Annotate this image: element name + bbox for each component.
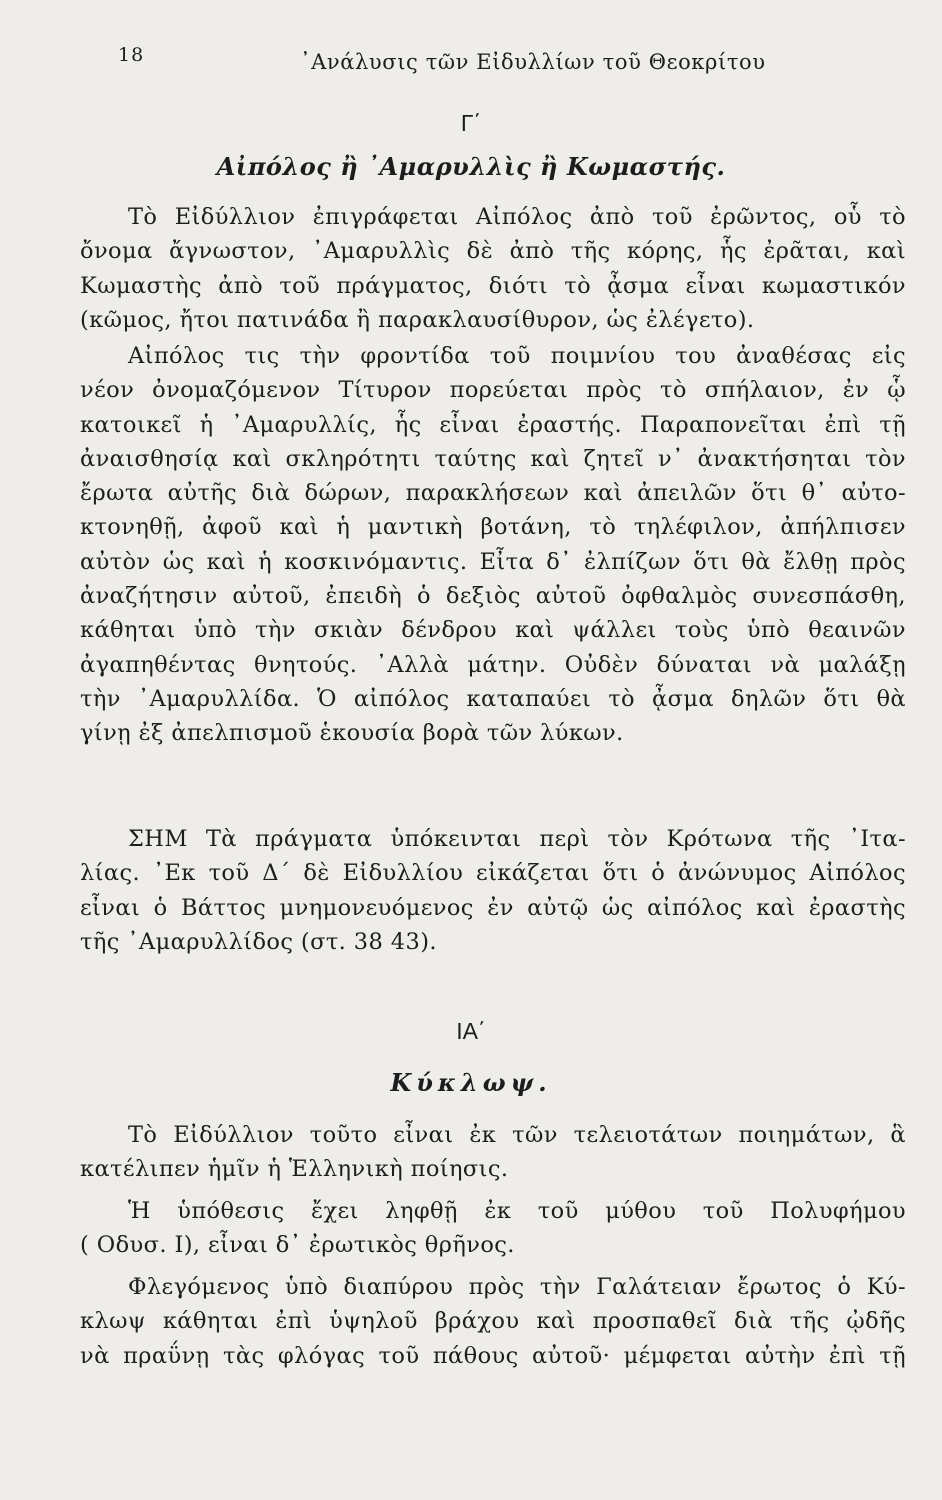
paragraph — [80, 200, 906, 337]
text-line: τὴν ᾽Αμαρυλλίδα. Ὁ αἰπόλος καταπαύει τὸ ᾆσμα δηλῶν ὅτι θὰ — [80, 685, 906, 712]
text-line: ΣΗΜ Τὰ πράγματα ὑπόκεινται περὶ τὸν Κρότωνα τῆς ᾽Ιτα- — [128, 826, 906, 852]
text-line: αὐτὸν ὡς καὶ ἡ κοσκινόμαντις. Εἶτα δ᾽ ἐλπίζων ὅτι θὰ ἔλθῃ πρὸς — [80, 548, 906, 575]
text-line: κατοικεῖ ἡ ᾽Αμαρυλλίς, ἧς εἶναι ἐραστής. Παραπονεῖται ἐπὶ τῇ — [80, 411, 906, 438]
text-line: Τὸ Εἰδύλλιον τοῦτο εἶναι ἐκ τῶν τελειοτάτων ποιημάτων, ἃ — [128, 1122, 906, 1148]
paragraph-note — [80, 822, 906, 959]
text-line: Κωμαστὴς ἀπὸ τοῦ πράγματος, διότι τὸ ᾆσμα εἶναι κωμαστικόν — [80, 272, 906, 299]
paragraph — [80, 1194, 906, 1263]
text-line: (κῶμος, ἤτοι πατινάδα ἢ παρακλαυσίθυρον, ὡς ἐλέγετο). — [80, 306, 755, 333]
text-line: ἀγαπηθέντας θνητούς. ᾽Αλλὰ μάτην. Οὐδὲν δύναται νὰ μαλάξῃ — [80, 651, 906, 678]
text-line: ( Οδυσ. Ι), εἶναι δ᾽ ἐρωτικὸς θρῆνος. — [80, 1232, 515, 1259]
text-line: εἶναι ὁ Βάττος μνημονευόμενος ἐν αὐτῷ ὡς αἰπόλος καὶ ἐραστὴς — [80, 894, 906, 921]
paragraph — [80, 339, 906, 751]
section-number: Γ΄ — [460, 110, 482, 136]
running-title: ᾽Ανάλυσις τῶν Εἰδυλλίων τοῦ Θεοκρίτου — [300, 50, 766, 74]
page-number: 18 — [118, 44, 145, 66]
text-line: κάθηται ὑπὸ τὴν σκιὰν δένδρου καὶ ψάλλει τοὺς ὑπὸ θεαινῶν — [80, 617, 906, 644]
text-line: Τὸ Εἰδύλλιον ἐπιγράφεται Αἰπόλος ἀπὸ τοῦ ἐρῶντος, οὗ τὸ — [128, 204, 906, 230]
text-line: λίας. ᾽Εκ τοῦ Δ΄ δὲ Εἰδυλλίου εἰκάζεται ὅτι ὁ ἀνώνυμος Αἰπόλος — [80, 860, 906, 887]
section-number: ΙΑ΄ — [456, 1018, 486, 1044]
text-line: κλωψ κάθηται ἐπὶ ὑψηλοῦ βράχου καὶ προσπαθεῖ διὰ τῆς ᾠδῆς — [80, 1308, 906, 1335]
text-line: Ἡ ὑπόθεσις ἔχει ληφθῇ ἐκ τοῦ μύθου τοῦ Πολυφήμου — [128, 1198, 906, 1224]
text-line: Αἰπόλος τις τὴν φροντίδα τοῦ ποιμνίου του ἀναθέσας εἰς — [128, 343, 906, 369]
text-line: κτονηθῇ, ἀφοῦ καὶ ἡ μαντικὴ βοτάνη, τὸ τηλέφιλον, ἀπήλπισεν — [80, 514, 906, 541]
text-line: νὰ πραΰνῃ τὰς φλόγας τοῦ πάθους αὐτοῦ· μέμφεται αὐτὴν ἐπὶ τῇ — [80, 1342, 906, 1369]
section-heading: Αἰπόλος ἢ ᾽Αμαρυλλὶς ἢ Κωμαστής. — [216, 152, 726, 181]
text-line: γίνῃ ἐξ ἀπελπισμοῦ ἑκουσία βορὰ τῶν λύκων. — [80, 720, 624, 747]
section-heading: Κύκλωψ. — [390, 1068, 552, 1097]
text-line: ἔρωτα αὐτῆς διὰ δώρων, παρακλήσεων καὶ ἀπειλῶν ὅτι θ᾽ αὐτο- — [80, 480, 906, 507]
text-line: νέον ὀνομαζόμενον Τίτυρον πορεύεται πρὸς τὸ σπήλαιον, ἐν ᾧ — [80, 377, 906, 404]
text-line: Φλεγόμενος ὑπὸ διαπύρου πρὸς τὴν Γαλάτειαν ἔρωτος ὁ Κύ- — [128, 1274, 906, 1300]
text-line: ἀναισθησίᾳ καὶ σκληρότητι ταύτης καὶ ζητεῖ ν᾽ ἀνακτήσηται τὸν — [80, 445, 906, 472]
paragraph — [80, 1270, 906, 1373]
text-line: κατέλιπεν ἡμῖν ἡ Ἑλληνικὴ ποίησις. — [80, 1156, 509, 1183]
paragraph — [80, 1118, 906, 1187]
text-line: ἀναζήτησιν αὐτοῦ, ἐπειδὴ ὁ δεξιὸς αὐτοῦ ὀφθαλμὸς συνεσπάσθη, — [80, 583, 906, 610]
text-line: ὄνομα ἄγνωστον, ᾽Αμαρυλλὶς δὲ ἀπὸ τῆς κόρης, ἧς ἐρᾶται, καὶ — [80, 238, 906, 265]
text-line: τῆς ᾽Αμαρυλλίδος (στ. 38 43). — [80, 928, 437, 955]
